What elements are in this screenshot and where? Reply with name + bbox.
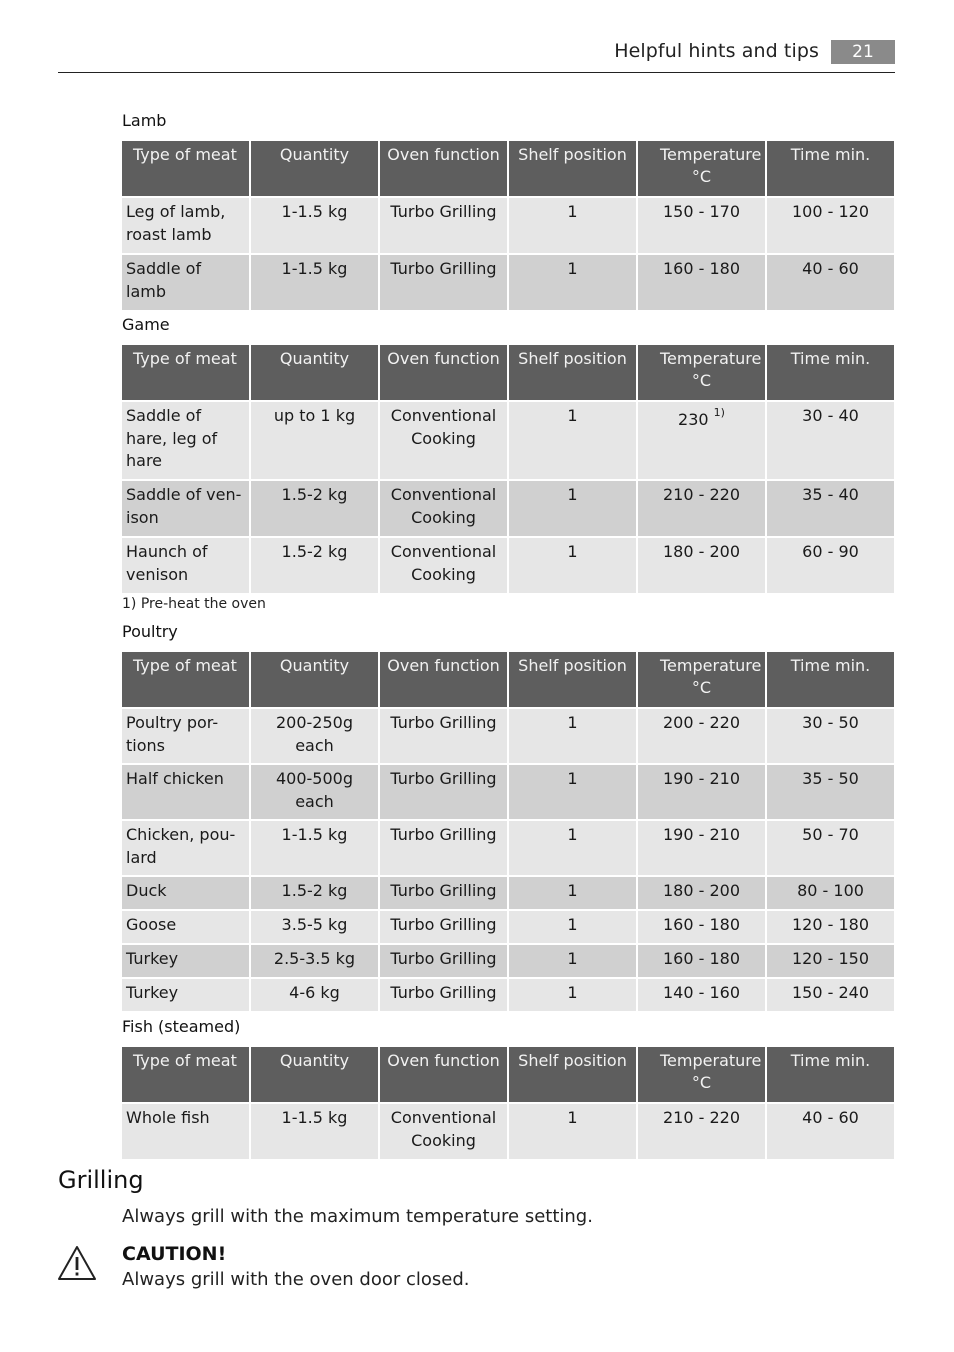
cell-type: Haunch of venison bbox=[122, 538, 249, 593]
header-time: Time min. bbox=[767, 1047, 894, 1102]
cell-type: Chicken, pou-lard bbox=[122, 821, 249, 875]
table-lamb bbox=[120, 139, 896, 312]
cell-type: Half chicken bbox=[122, 765, 249, 819]
page-number: 21 bbox=[831, 40, 895, 64]
header-title: Helpful hints and tips bbox=[614, 40, 819, 62]
cell-temperature: 160 - 180 bbox=[638, 911, 765, 943]
table-row bbox=[122, 1104, 894, 1159]
cell-quantity: 3.5-5 kg bbox=[251, 911, 378, 943]
table-row bbox=[122, 709, 894, 763]
header-shelf-position: Shelf position bbox=[509, 652, 636, 707]
cell-time: 40 - 60 bbox=[767, 1104, 894, 1159]
cell-temperature: 150 - 170 bbox=[638, 198, 765, 253]
cell-quantity: 4-6 kg bbox=[251, 979, 378, 1011]
header-type-of-meat: Type of meat bbox=[122, 141, 249, 196]
cell-temperature: 200 - 220 bbox=[638, 709, 765, 763]
cell-oven-function: Conventional Cooking bbox=[380, 538, 507, 593]
header-shelf-position: Shelf position bbox=[509, 141, 636, 196]
cell-shelf: 1 bbox=[509, 481, 636, 536]
cell-oven-function: Conventional Cooking bbox=[380, 402, 507, 479]
cell-oven-function: Turbo Grilling bbox=[380, 765, 507, 819]
cell-time: 35 - 50 bbox=[767, 765, 894, 819]
table-row bbox=[122, 979, 894, 1011]
table-poultry bbox=[120, 650, 896, 1013]
cell-time: 40 - 60 bbox=[767, 255, 894, 310]
cell-time: 35 - 40 bbox=[767, 481, 894, 536]
cell-temperature: 180 - 200 bbox=[638, 538, 765, 593]
footnote-marker: 1) bbox=[713, 406, 725, 419]
cell-shelf: 1 bbox=[509, 979, 636, 1011]
cell-shelf: 1 bbox=[509, 911, 636, 943]
table-row bbox=[122, 765, 894, 819]
header-temperature: Temperature °C bbox=[638, 345, 765, 400]
cell-type: Goose bbox=[122, 911, 249, 943]
header-time: Time min. bbox=[767, 345, 894, 400]
caution-text: Always grill with the oven door closed. bbox=[122, 1269, 470, 1290]
cell-shelf: 1 bbox=[509, 945, 636, 977]
table-row bbox=[122, 821, 894, 875]
temperature-value: 230 bbox=[678, 410, 709, 429]
cell-quantity: 1-1.5 kg bbox=[251, 821, 378, 875]
cell-shelf: 1 bbox=[509, 538, 636, 593]
cell-quantity: 1-1.5 kg bbox=[251, 255, 378, 310]
header-quantity: Quantity bbox=[251, 141, 378, 196]
cell-oven-function: Turbo Grilling bbox=[380, 198, 507, 253]
cell-temperature: 210 - 220 bbox=[638, 481, 765, 536]
cell-oven-function: Turbo Grilling bbox=[380, 709, 507, 763]
header-temperature: Temperature °C bbox=[638, 1047, 765, 1102]
cell-temperature: 180 - 200 bbox=[638, 877, 765, 909]
cell-shelf: 1 bbox=[509, 255, 636, 310]
caution-title: CAUTION! bbox=[122, 1243, 227, 1265]
table-row bbox=[122, 945, 894, 977]
page-header bbox=[58, 38, 895, 73]
table-row bbox=[122, 538, 894, 593]
cell-type: Turkey bbox=[122, 945, 249, 977]
section-label-game: Game bbox=[122, 315, 170, 334]
cell-quantity: 1.5-2 kg bbox=[251, 877, 378, 909]
header-oven-function: Oven function bbox=[380, 1047, 507, 1102]
section-label-fish: Fish (steamed) bbox=[122, 1017, 241, 1036]
cell-quantity: 1-1.5 kg bbox=[251, 1104, 378, 1159]
cell-temperature bbox=[638, 402, 765, 479]
table-row bbox=[122, 255, 894, 310]
cell-quantity: 400-500g each bbox=[251, 765, 378, 819]
cell-time: 30 - 50 bbox=[767, 709, 894, 763]
cell-shelf: 1 bbox=[509, 821, 636, 875]
header-time: Time min. bbox=[767, 141, 894, 196]
header-time: Time min. bbox=[767, 652, 894, 707]
cell-time: 80 - 100 bbox=[767, 877, 894, 909]
cell-oven-function: Conventional Cooking bbox=[380, 481, 507, 536]
table-row bbox=[122, 481, 894, 536]
cell-time: 100 - 120 bbox=[767, 198, 894, 253]
cell-quantity: 2.5-3.5 kg bbox=[251, 945, 378, 977]
grilling-text: Always grill with the maximum temperature setting. bbox=[122, 1206, 593, 1227]
table-row bbox=[122, 198, 894, 253]
cell-shelf: 1 bbox=[509, 709, 636, 763]
header-quantity: Quantity bbox=[251, 652, 378, 707]
cell-time: 50 - 70 bbox=[767, 821, 894, 875]
cell-oven-function: Turbo Grilling bbox=[380, 945, 507, 977]
grilling-heading: Grilling bbox=[58, 1166, 144, 1194]
cell-temperature: 210 - 220 bbox=[638, 1104, 765, 1159]
cell-type: Saddle of hare, leg of hare bbox=[122, 402, 249, 479]
cell-oven-function: Turbo Grilling bbox=[380, 911, 507, 943]
header-oven-function: Oven function bbox=[380, 652, 507, 707]
cell-time: 30 - 40 bbox=[767, 402, 894, 479]
section-label-lamb: Lamb bbox=[122, 111, 167, 130]
header-type-of-meat: Type of meat bbox=[122, 652, 249, 707]
header-temperature: Temperature °C bbox=[638, 141, 765, 196]
cell-temperature: 160 - 180 bbox=[638, 945, 765, 977]
table-fish bbox=[120, 1045, 896, 1161]
cell-type: Duck bbox=[122, 877, 249, 909]
cell-type: Turkey bbox=[122, 979, 249, 1011]
cell-type: Leg of lamb, roast lamb bbox=[122, 198, 249, 253]
cell-type: Poultry por-tions bbox=[122, 709, 249, 763]
table-row bbox=[122, 877, 894, 909]
cell-oven-function: Turbo Grilling bbox=[380, 255, 507, 310]
cell-shelf: 1 bbox=[509, 1104, 636, 1159]
header-shelf-position: Shelf position bbox=[509, 1047, 636, 1102]
cell-quantity: up to 1 kg bbox=[251, 402, 378, 479]
table-row bbox=[122, 402, 894, 479]
cell-oven-function: Turbo Grilling bbox=[380, 877, 507, 909]
header-type-of-meat: Type of meat bbox=[122, 1047, 249, 1102]
cell-quantity: 1.5-2 kg bbox=[251, 481, 378, 536]
cell-time: 120 - 150 bbox=[767, 945, 894, 977]
cell-shelf: 1 bbox=[509, 198, 636, 253]
cell-quantity: 1.5-2 kg bbox=[251, 538, 378, 593]
table-row bbox=[122, 911, 894, 943]
header-oven-function: Oven function bbox=[380, 141, 507, 196]
header-shelf-position: Shelf position bbox=[509, 345, 636, 400]
cell-quantity: 1-1.5 kg bbox=[251, 198, 378, 253]
cell-type: Saddle of lamb bbox=[122, 255, 249, 310]
cell-temperature: 140 - 160 bbox=[638, 979, 765, 1011]
cell-temperature: 160 - 180 bbox=[638, 255, 765, 310]
header-quantity: Quantity bbox=[251, 345, 378, 400]
cell-time: 120 - 180 bbox=[767, 911, 894, 943]
table-game bbox=[120, 343, 896, 595]
header-quantity: Quantity bbox=[251, 1047, 378, 1102]
cell-temperature: 190 - 210 bbox=[638, 765, 765, 819]
cell-shelf: 1 bbox=[509, 402, 636, 479]
cell-type: Saddle of ven-ison bbox=[122, 481, 249, 536]
cell-time: 60 - 90 bbox=[767, 538, 894, 593]
header-temperature: Temperature °C bbox=[638, 652, 765, 707]
cell-oven-function: Turbo Grilling bbox=[380, 821, 507, 875]
footnote-preheat: 1) Pre-heat the oven bbox=[122, 596, 266, 612]
cell-shelf: 1 bbox=[509, 765, 636, 819]
cell-temperature: 190 - 210 bbox=[638, 821, 765, 875]
header-type-of-meat: Type of meat bbox=[122, 345, 249, 400]
cell-oven-function: Turbo Grilling bbox=[380, 979, 507, 1011]
header-oven-function: Oven function bbox=[380, 345, 507, 400]
cell-shelf: 1 bbox=[509, 877, 636, 909]
cell-time: 150 - 240 bbox=[767, 979, 894, 1011]
section-label-poultry: Poultry bbox=[122, 622, 178, 641]
cell-quantity: 200-250g each bbox=[251, 709, 378, 763]
warning-triangle-icon bbox=[57, 1245, 97, 1281]
cell-oven-function: Conventional Cooking bbox=[380, 1104, 507, 1159]
cell-type: Whole fish bbox=[122, 1104, 249, 1159]
